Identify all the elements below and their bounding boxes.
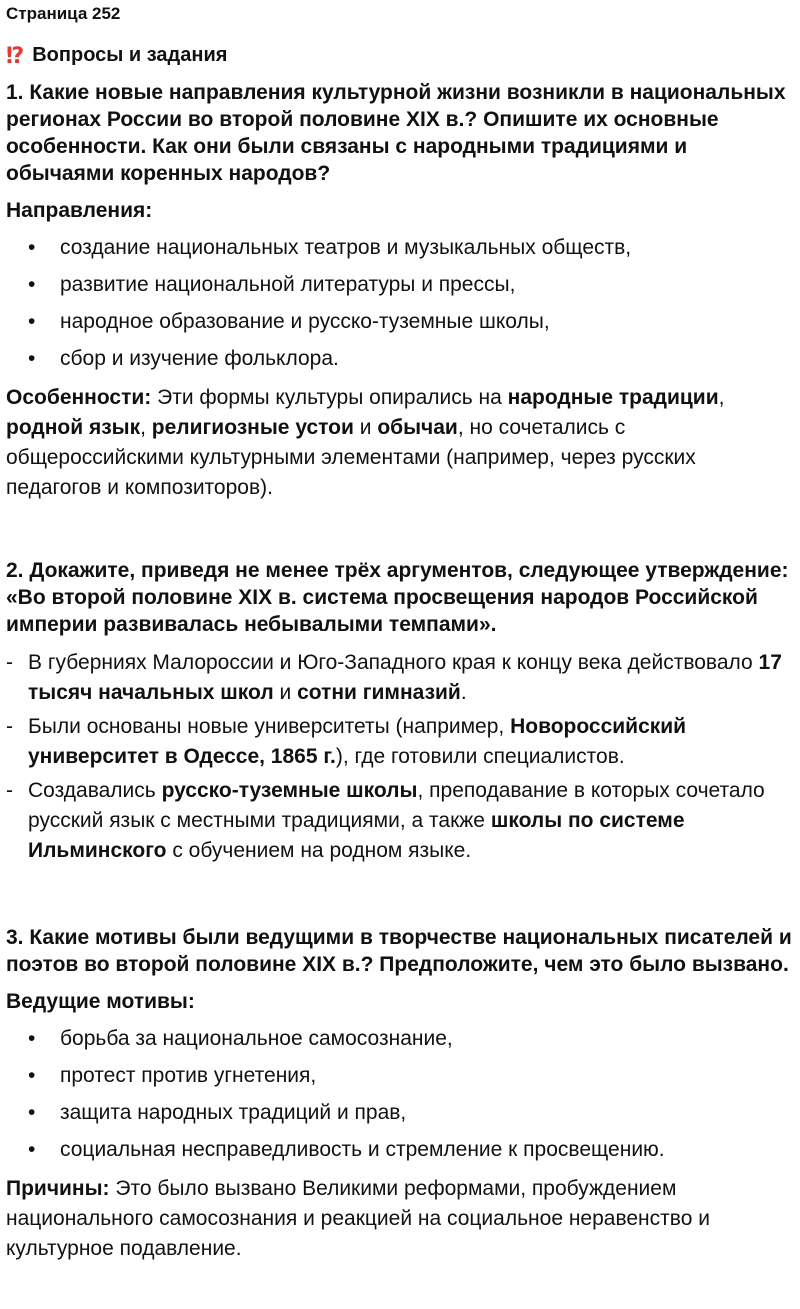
list-item: • протест против угнетения, (6, 1057, 794, 1094)
list-item: • народное образование и русско-туземные школы, (6, 303, 794, 340)
bullet-icon: • (28, 347, 36, 370)
motives-list (6, 1020, 794, 1168)
bullet-icon: • (28, 310, 36, 333)
dash-icon: - (6, 715, 13, 738)
bullet-icon: • (28, 273, 36, 296)
features-paragraph: Особенности: Эти формы культуры опирались на народные традиции, родной язык, религиозные устои и обычаи, но сочетались с общероссийскими культурными элементами (например, через русских педагогов и композиторов). (6, 386, 725, 499)
bullet-icon: • (28, 236, 36, 259)
bullet-icon: • (28, 1101, 36, 1124)
list-item: • борьба за национальное самосознание, (6, 1020, 794, 1057)
question-1: 1. Какие новые направления культурной жизни возникли в национальных регионах России во второй половине XIX в.? Опишите их основные особенности. Как они были связаны с народными традициями и обычаями коренных народов? (6, 81, 786, 185)
list-item: • защита народных традиций и прав, (6, 1094, 794, 1131)
dash-icon: - (6, 651, 13, 674)
list-item: - Были основаны новые университеты (например, Новороссийский университет в Одессе, 1865 г.), где готовили специалистов. (6, 712, 794, 772)
section-header (6, 44, 794, 67)
list-item: • социальная несправедливость и стремление к просвещению. (6, 1131, 794, 1168)
directions-heading: Направления: (6, 199, 153, 222)
exclamation-question-icon: ⁉ (6, 42, 25, 68)
list-item: • сбор и изучение фольклора. (6, 340, 794, 377)
motives-heading: Ведущие мотивы: (6, 990, 195, 1013)
arguments-list (6, 648, 794, 866)
section-title: Вопросы и задания (32, 44, 228, 66)
question-3: 3. Какие мотивы были ведущими в творчестве национальных писателей и поэтов во второй половине XIX в.? Предположите, чем это было вызвано. (6, 926, 792, 976)
list-item: • создание национальных театров и музыкальных обществ, (6, 229, 794, 266)
bullet-icon: • (28, 1138, 36, 1161)
bullet-icon: • (28, 1064, 36, 1087)
list-item: • развитие национальной литературы и прессы, (6, 266, 794, 303)
dash-icon: - (6, 779, 13, 802)
list-item: - В губерниях Малороссии и Юго-Западного края к концу века действовало 17 тысяч начальных школ и сотни гимназий. (6, 648, 794, 708)
list-item: - Создавались русско-туземные школы, преподавание в которых сочетало русский язык с местными традициями, а также школы по системе Ильминского с обучением на родном языке. (6, 776, 794, 866)
question-2: 2. Докажите, приведя не менее трёх аргументов, следующее утверждение: «Во второй половине XIX в. система просвещения народов Российской империи развивалась небывалыми темпами». (6, 559, 789, 636)
bullet-icon: • (28, 1027, 36, 1050)
directions-list (6, 229, 794, 377)
page-number: Страница 252 (6, 4, 121, 23)
reasons-paragraph: Причины: Это было вызвано Великими реформами, пробуждением национального самосознания и реакцией на социальное неравенство и культурное подавление. (6, 1177, 710, 1260)
